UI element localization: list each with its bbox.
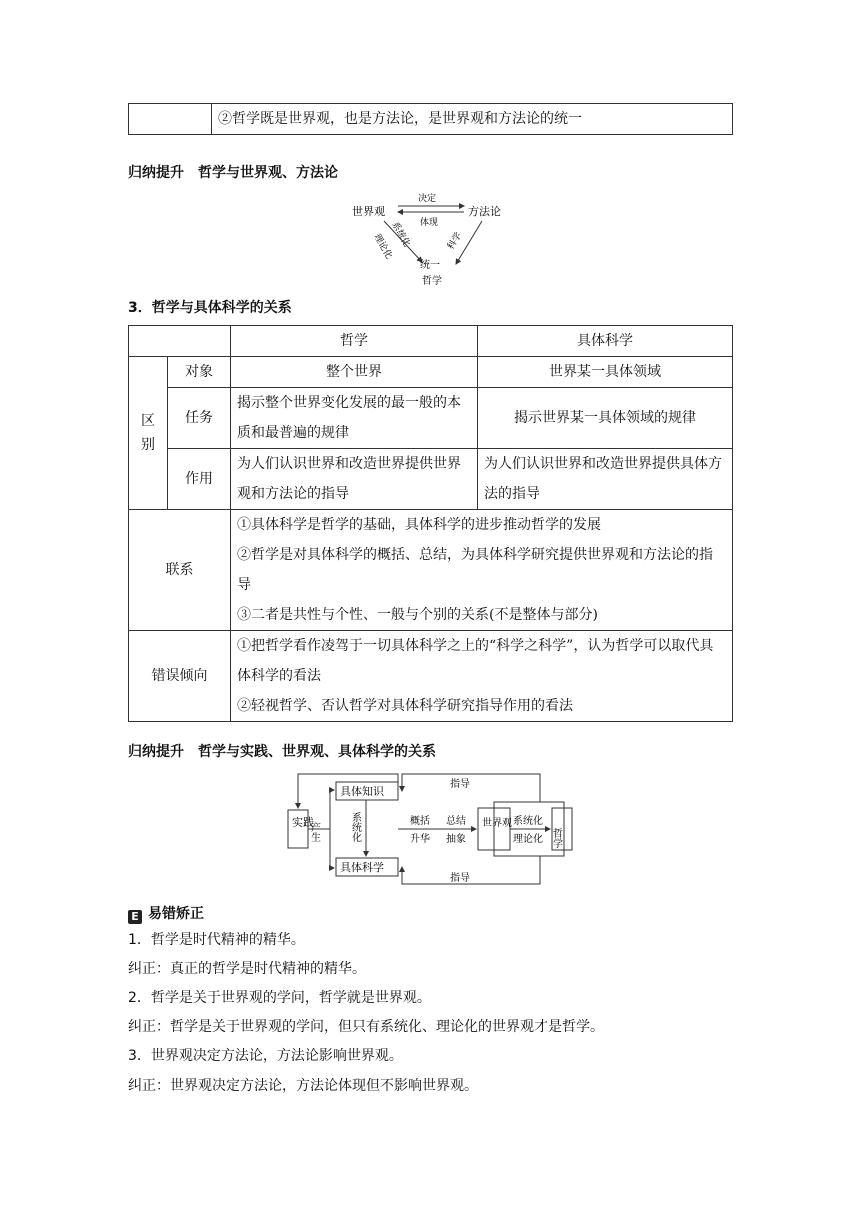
header-empty-cell — [129, 326, 231, 357]
label-summarize: 概括 — [410, 816, 430, 827]
philosophy-function: 为人们认识世界和改造世界提供世界观和方法论的指导 — [231, 449, 478, 510]
comparison-table — [128, 325, 733, 722]
node-practice: 实践 — [292, 816, 314, 829]
node-methodology: 方法论 — [468, 205, 501, 218]
section-3-title: 3．哲学与具体科学的关系 — [128, 300, 292, 316]
row-label-task: 任务 — [168, 388, 231, 449]
correction-line-1: 1．哲学是时代精神的精华。 — [128, 932, 305, 948]
label-produce: 产生 — [308, 822, 320, 842]
correction-line-4: 纠正：哲学是关于世界观的学问，但只有系统化、理论化的世界观才是哲学。 — [128, 1019, 604, 1035]
science-object: 世界某一具体领域 — [478, 357, 733, 388]
header-philosophy: 哲学 — [231, 326, 478, 357]
node-worldview: 世界观 — [352, 205, 385, 218]
label-embodies: 体现 — [420, 218, 439, 228]
node-philosophy: 哲学 — [550, 828, 562, 848]
philosophy-task: 揭示整个世界变化发展的最一般的本质和最普遍的规律 — [231, 388, 478, 449]
science-task: 揭示世界某一具体领域的规律 — [478, 388, 733, 449]
guide-line-bottom — [402, 856, 540, 884]
error-label: 错误倾向 — [129, 631, 231, 722]
corrections-heading — [128, 903, 204, 924]
node-philosophy: 哲学 — [422, 276, 442, 287]
summary-subtitle: 哲学与世界观、方法论 — [198, 165, 338, 181]
relation-label: 联系 — [129, 510, 231, 631]
diff-label: 区别 — [129, 357, 168, 510]
label-theorize: 理论化 — [371, 232, 394, 261]
philosophy-object: 整个世界 — [231, 357, 478, 388]
corrections-title: 易错矫正 — [148, 906, 204, 922]
summary-subtitle: 哲学与实践、世界观、具体科学的关系 — [198, 744, 436, 760]
label-conclude: 总结 — [446, 816, 466, 827]
science-function: 为人们认识世界和改造世界提供具体方法的指导 — [478, 449, 733, 510]
error-content — [231, 631, 733, 722]
guide-line-top — [402, 774, 540, 802]
summary-heading-1 — [128, 162, 338, 182]
label-sublimate: 升华 — [410, 834, 430, 845]
relation-line-2: ②哲学是对具体科学的概括、总结，为具体科学研究提供世界观和方法论的指导 — [237, 547, 713, 593]
correction-line-6: 纠正：世界观决定方法论，方法论体现但不影响世界观。 — [128, 1078, 478, 1094]
error-line-2: ②轻视哲学、否认哲学对具体科学研究指导作用的看法 — [237, 698, 573, 714]
error-line-1: ①把哲学看作凌驾于一切具体科学之上的“科学之科学”，认为哲学可以取代具体科学的看法 — [237, 638, 714, 684]
node-unify: 统一 — [420, 260, 440, 271]
corrections-badge-icon: E — [128, 910, 142, 924]
label-decides: 决定 — [418, 194, 437, 204]
label-systematic: 系统化 — [513, 816, 543, 827]
worldview-methodology-diagram — [340, 188, 520, 290]
row-label-function: 作用 — [168, 449, 231, 510]
summary-heading-2 — [128, 741, 436, 761]
label-systematize: 系统化 — [349, 812, 361, 842]
top-table — [128, 103, 733, 135]
correction-line-3: 2．哲学是关于世界观的学问，哲学就是世界观。 — [128, 990, 431, 1006]
top-table-text: ②哲学既是世界观，也是方法论，是世界观和方法论的统一 — [212, 104, 733, 135]
summary-title: 归纳提升 — [128, 744, 184, 760]
label-guide-top: 指导 — [450, 779, 470, 790]
node-worldview: 世界观 — [482, 818, 512, 829]
relation-line-3: ③二者是共性与个性、一般与个别的关系(不是整体与部分) — [237, 607, 598, 623]
correction-line-5: 3．世界观决定方法论，方法论影响世界观。 — [128, 1048, 403, 1064]
practice-science-diagram — [284, 770, 580, 888]
label-systematize: 系统化 — [389, 220, 412, 249]
label-science: 科学 — [446, 231, 465, 252]
header-science: 具体科学 — [478, 326, 733, 357]
node-science: 具体科学 — [340, 861, 384, 874]
node-knowledge: 具体知识 — [340, 785, 384, 798]
top-table-empty-cell — [129, 104, 212, 135]
relation-content — [231, 510, 733, 631]
correction-line-2: 纠正：真正的哲学是时代精神的精华。 — [128, 961, 366, 977]
summary-title: 归纳提升 — [128, 165, 184, 181]
label-theoretic: 理论化 — [513, 834, 543, 845]
row-label-object: 对象 — [168, 357, 231, 388]
label-abstract: 抽象 — [446, 834, 466, 845]
label-guide-bottom: 指导 — [450, 873, 470, 884]
relation-line-1: ①具体科学是哲学的基础，具体科学的进步推动哲学的发展 — [237, 517, 601, 533]
